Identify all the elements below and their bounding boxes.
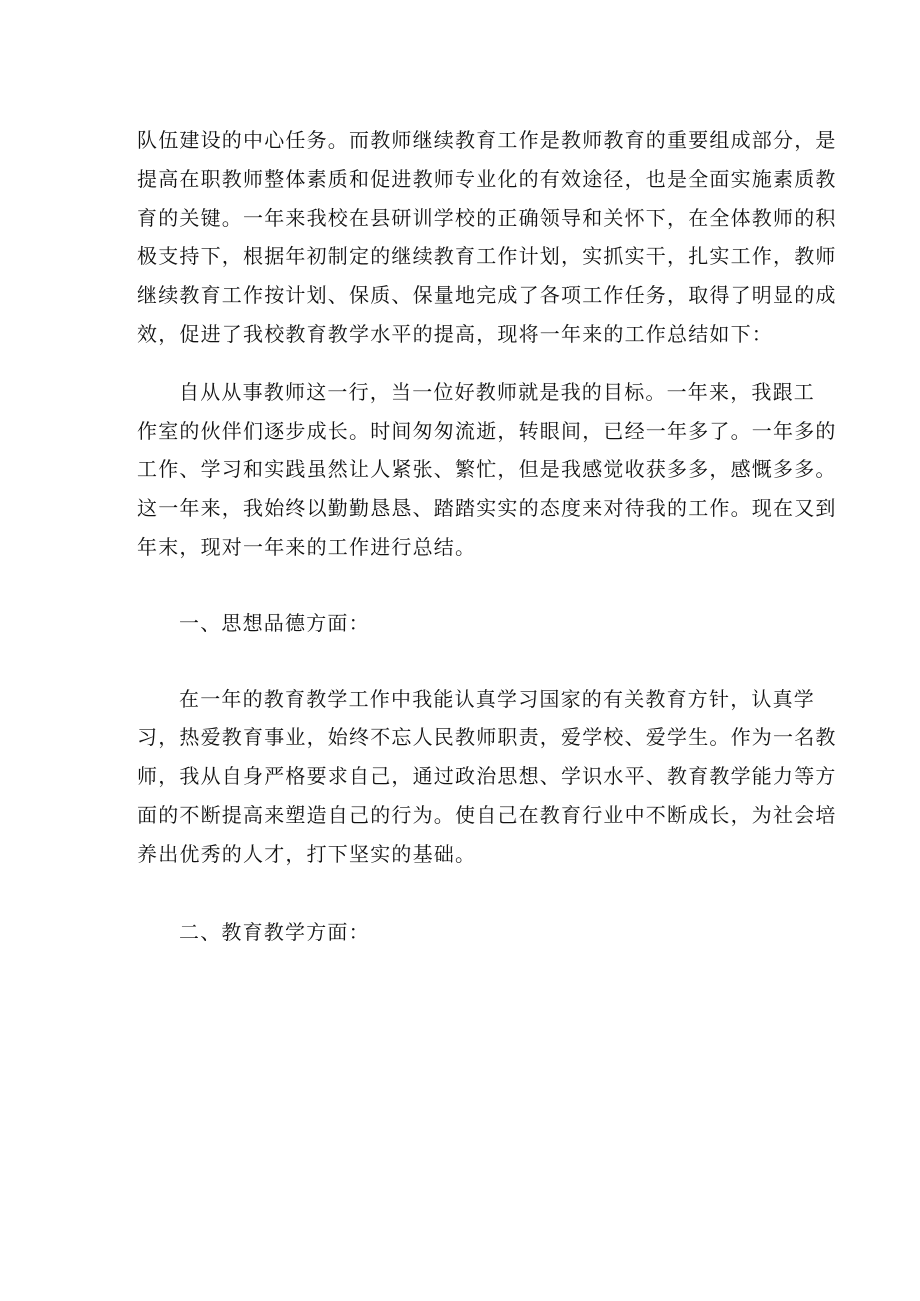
paragraph-summary-intro: [137, 373, 837, 567]
text-line: 这一年来，我始终以勤勤恳恳、踏踏实实的态度来对待我的工作。现在又到: [137, 496, 837, 521]
text-line: 面的不断提高来塑造自己的行为。使自己在教育行业中不断成长，为社会培: [137, 802, 837, 827]
text-line: 队伍建设的中心任务。而教师继续教育工作是教师教育的重要组成部分，是: [137, 128, 837, 152]
heading-text: 一、思想品德方面：: [179, 610, 370, 635]
text-line: 作室的伙伴们逐步成长。时间匆匆流逝，转眼间，已经一年多了。一年多的: [137, 418, 837, 443]
paragraph-ideology: [137, 680, 837, 874]
text-line: 育的关键。一年来我校在县研训学校的正确领导和关怀下，在全体教师的积: [137, 205, 837, 230]
heading-text: 二、教育教学方面：: [179, 919, 370, 944]
text-line: 继续教育工作按计划、保质、保量地完成了各项工作任务，取得了明显的成: [137, 283, 837, 308]
text-line: 习，热爱教育事业，始终不忘人民教师职责，爱学校、爱学生。作为一名教: [137, 725, 837, 750]
text-line: 提高在职教师整体素质和促进教师专业化的有效途径，也是全面实施素质教: [137, 166, 837, 191]
section-heading-teaching: [137, 913, 793, 952]
text-line: 师，我从自身严格要求自己，通过政治思想、学识水平、教育教学能力等方: [137, 764, 837, 789]
document-body: [137, 121, 837, 951]
text-line: 年末，现对一年来的工作进行总结。: [137, 534, 477, 559]
text-line: 自从从事教师这一行，当一位好教师就是我的目标。一年来，我跟工: [179, 379, 815, 404]
text-line: 极支持下，根据年初制定的继续教育工作计划，实抓实干，扎实工作，教师: [137, 244, 837, 269]
text-line: 养出优秀的人才，打下坚实的基础。: [137, 841, 477, 866]
paragraph-intro: [137, 121, 837, 354]
text-line: 效，促进了我校教育教学水平的提高，现将一年来的工作总结如下：: [137, 321, 773, 346]
text-line: 工作、学习和实践虽然让人紧张、繁忙，但是我感觉收获多多，感慨多多。: [137, 457, 837, 482]
section-heading-ideology: [137, 604, 793, 643]
text-line: 在一年的教育教学工作中我能认真学习国家的有关教育方针，认真学: [179, 686, 815, 711]
